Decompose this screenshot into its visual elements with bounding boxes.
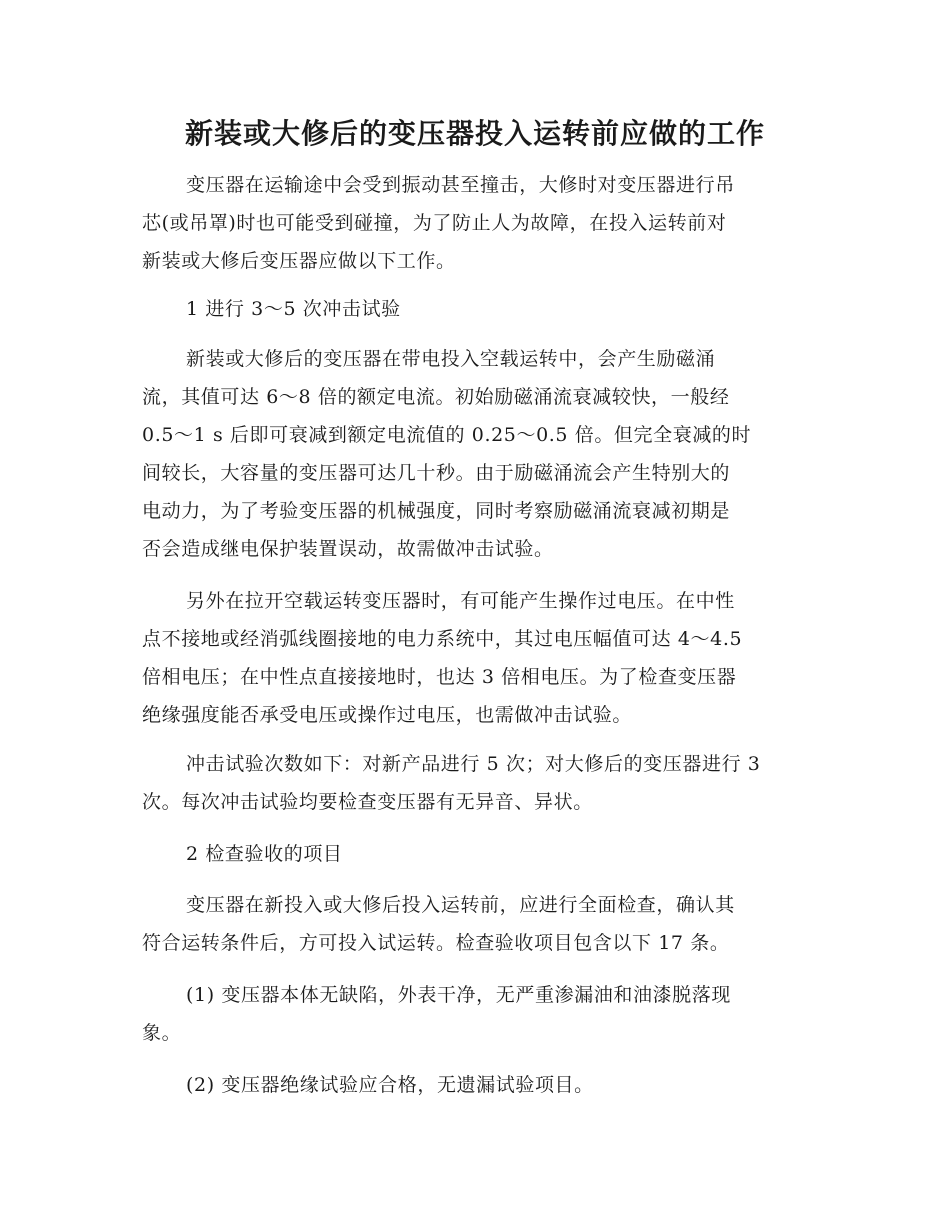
paragraph-line: 变压器在新投入或大修后投入运转前，应进行全面检查，确认其: [186, 894, 735, 916]
paragraph-line: (1) 变压器本体无缺陷，外表干净，无严重渗漏油和油漆脱落现: [186, 984, 731, 1006]
paragraph-line: 芯(或吊罩)时也可能受到碰撞，为了防止人为故障，在投入运转前对: [142, 212, 727, 234]
paragraph-intro: [142, 166, 806, 280]
list-item-1: [142, 976, 806, 1052]
section-heading-line: 1 进行 3～5 次冲击试验: [186, 298, 401, 320]
paragraph-line: 另外在拉开空载运转变压器时，有可能产生操作过电压。在中性: [186, 590, 735, 612]
paragraph-line: 倍相电压；在中性点直接接地时，也达 3 倍相电压。为了检查变压器: [142, 666, 737, 688]
paragraph-line: 电动力，为了考验变压器的机械强度，同时考察励磁涌流衰减初期是: [142, 500, 731, 522]
paragraph-line: 否会造成继电保护装置误动，故需做冲击试验。: [142, 538, 554, 560]
paragraph-line: 点不接地或经消弧线圈接地的电力系统中，其过电压幅值可达 4～4.5: [142, 628, 743, 650]
paragraph-line: 新装或大修后变压器应做以下工作。: [142, 250, 456, 272]
paragraph-line: 次。每次冲击试验均要检查变压器有无异音、异状。: [142, 791, 593, 813]
paragraph-line: 符合运转条件后，方可投入试运转。检查验收项目包含以下 17 条。: [142, 932, 730, 954]
list-item-2: [142, 1066, 806, 1104]
section-heading-impact-test: [142, 290, 806, 328]
paragraph-line: 冲击试验次数如下：对新产品进行 5 次；对大修后的变压器进行 3: [186, 753, 761, 775]
document-title: 新装或大修后的变压器投入运转前应做的工作: [184, 117, 765, 150]
paragraph-line: 绝缘强度能否承受电压或操作过电压，也需做冲击试验。: [142, 704, 633, 726]
paragraph-line: 象。: [142, 1022, 182, 1044]
paragraph-line: 变压器在运输途中会受到振动甚至撞击，大修时对变压器进行吊: [186, 174, 735, 196]
paragraph-overvoltage: [142, 582, 806, 734]
paragraph-line: 新装或大修后的变压器在带电投入空载运转中，会产生励磁涌: [186, 348, 716, 370]
section-heading-line: 2 检查验收的项目: [186, 843, 343, 865]
paragraph-test-count: [142, 745, 806, 821]
paragraph-line: 流，其值可达 6～8 倍的额定电流。初始励磁涌流衰减较快，一般经: [142, 386, 730, 408]
paragraph-line: 间较长，大容量的变压器可达几十秒。由于励磁涌流会产生特别大的: [142, 462, 731, 484]
paragraph-inspection-intro: [142, 886, 806, 962]
paragraph-line: (2) 变压器绝缘试验应合格，无遗漏试验项目。: [186, 1074, 594, 1096]
paragraph-line: 0.5～1 s 后即可衰减到额定电流值的 0.25～0.5 倍。但完全衰减的时: [142, 424, 752, 446]
paragraph-inrush-current: [142, 340, 806, 568]
section-heading-inspection: [142, 835, 806, 873]
